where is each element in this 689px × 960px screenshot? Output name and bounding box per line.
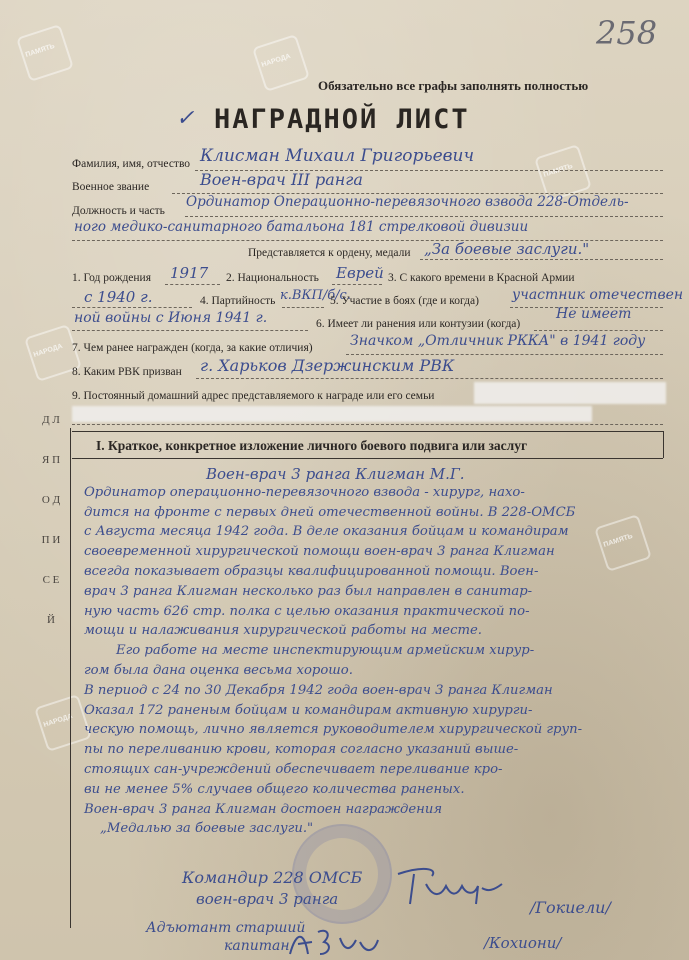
narrative-line: своевременной хирургической помощи воен-врач 3 ранга Клигман [84, 544, 555, 560]
watermark-logo: ПАМЯТЬ [16, 24, 74, 82]
check-mark-icon: ✓ [176, 106, 195, 131]
wounds-value: Не имеет [556, 306, 632, 322]
nationality-label: 2. Национальность [226, 272, 319, 284]
margin-line [70, 428, 71, 928]
watermark-logo: ПАМЯТЬ [534, 144, 592, 202]
narrative-line: ную часть 626 стр. полка с целью оказания практической по- [84, 603, 530, 619]
narrative-line: Его работе на месте инспектирующим армейским хирур- [116, 643, 535, 659]
wounds-label: 6. Имеет ли ранения или контузии (когда) [316, 318, 521, 330]
presented-label: Представляется к ордену, медали [248, 247, 411, 259]
adjutant-rank: капитан [224, 938, 290, 954]
awards-label: 7. Чем ранее награжден (когда, за какие отличия) [72, 342, 313, 354]
birth-value: 1917 [170, 264, 209, 282]
watermark-logo: НАРОДА [252, 34, 310, 92]
narrative-line: стоящих сан-учреждений обеспечивает переливание кро- [84, 762, 503, 777]
narrative-line: Воен-врач 3 ранга Клигман М.Г. [206, 465, 465, 483]
narrative-line: с Августа месяца 1942 года. В деле оказания бойцам и командирам [84, 524, 569, 540]
narrative-line: мощи и налаживания хирургической работы на месте. [84, 623, 482, 639]
commander-rank: воен-врач 3 ранга [196, 890, 339, 908]
rank-value: Воен-врач III ранга [200, 170, 363, 189]
nationality-value: Еврей [336, 264, 384, 282]
page-number: 258 [596, 14, 658, 52]
section-border [663, 431, 664, 458]
party-label: 4. Партийность [200, 295, 276, 307]
name-label: Фамилия, имя, отчество [72, 158, 191, 170]
position-value-line-2: ного медико-санитарного батальона 181 стрелковой дивизии [74, 219, 529, 235]
section-title: I. Краткое, конкретное изложение личного боевого подвига или заслуг [96, 438, 528, 453]
narrative-line: гом была дана оценка весьма хорошо. [84, 663, 353, 678]
instruction-text: Обязательно все графы заполнять полностью [318, 78, 589, 93]
redacted-address [474, 382, 666, 404]
adjutant-name: /Кохиони/ [484, 934, 562, 952]
commander-title: Командир 228 ОМСБ [182, 868, 363, 887]
battles-value-line-1: участник отечествен [512, 287, 684, 303]
watermark-logo: ПАМЯТЬ [594, 514, 652, 572]
margin-text: Д Л Я П О Д П И С Е Й [41, 414, 61, 626]
narrative-line: дится на фронте с первых дней отечественной войны. В 228-ОМСБ [84, 504, 576, 520]
commander-signature [392, 864, 510, 910]
name-value: Клисман Михаил Григорьевич [200, 146, 475, 166]
adjutant-signature [286, 924, 382, 960]
redacted-address [72, 406, 592, 422]
rvk-value: г. Харьков Дзержинским РВК [200, 356, 455, 375]
narrative-line: Оказал 172 раненым бойцам и командирам активную хирурги- [84, 702, 533, 718]
narrative-line: Ординатор операционно-перевязочного взвода - хирург, нахо- [84, 484, 525, 500]
narrative-line: врач 3 ранга Клигман несколько раз был направлен в санитар- [84, 583, 533, 599]
adjutant-title: Адъютант старший [146, 920, 306, 936]
rank-label: Военное звание [72, 181, 150, 193]
narrative-line: пы по переливанию крови, которая согласно указаний выше- [84, 742, 519, 758]
narrative-line: всегда показывает образцы квалифицированной помощи. Воен- [84, 564, 539, 579]
position-label: Должность и часть [72, 205, 165, 217]
battles-label: 5. Участие в боях (где и когда) [330, 295, 479, 307]
watermark-logo: НАРОДА [24, 324, 82, 382]
battles-value-line-2: ной войны с Июня 1941 г. [74, 310, 268, 326]
narrative-line: ви не менее 5% случаев общего количества раненых. [84, 781, 465, 797]
commander-name: /Гокиели/ [530, 898, 611, 917]
watermark-logo: НАРОДА [34, 694, 92, 752]
narrative-line: В период с 24 по 30 Декабря 1942 года воен-врач 3 ранга Клигман [84, 682, 553, 698]
narrative-line: ческую помощь, лично является руководителем хирургической груп- [84, 722, 583, 738]
narrative-line: Воен-врач 3 ранга Клигман достоен награждения [84, 801, 443, 817]
army-since-value: с 1940 г. [84, 288, 153, 306]
party-value: к.ВКП/б/с. [280, 288, 351, 303]
presented-value: „За боевые заслуги." [424, 240, 590, 258]
narrative-line: „Медалью за боевые заслуги." [100, 821, 314, 837]
awards-value: Значком „Отличник РККА" в 1941 году [350, 333, 646, 349]
page-title: НАГРАДНОЙ ЛИСТ [214, 104, 470, 135]
army-since-label: 3. С какого времени в Красной Армии [388, 272, 575, 284]
address-label: 9. Постоянный домашний адрес представляемого к награде или его семьи [72, 390, 435, 402]
rvk-label: 8. Каким РВК призван [72, 366, 182, 378]
birth-label: 1. Год рождения [72, 272, 151, 284]
position-value-line-1: Ординатор Операционно-перевязочного взвода 228-Отдель- [186, 194, 629, 210]
